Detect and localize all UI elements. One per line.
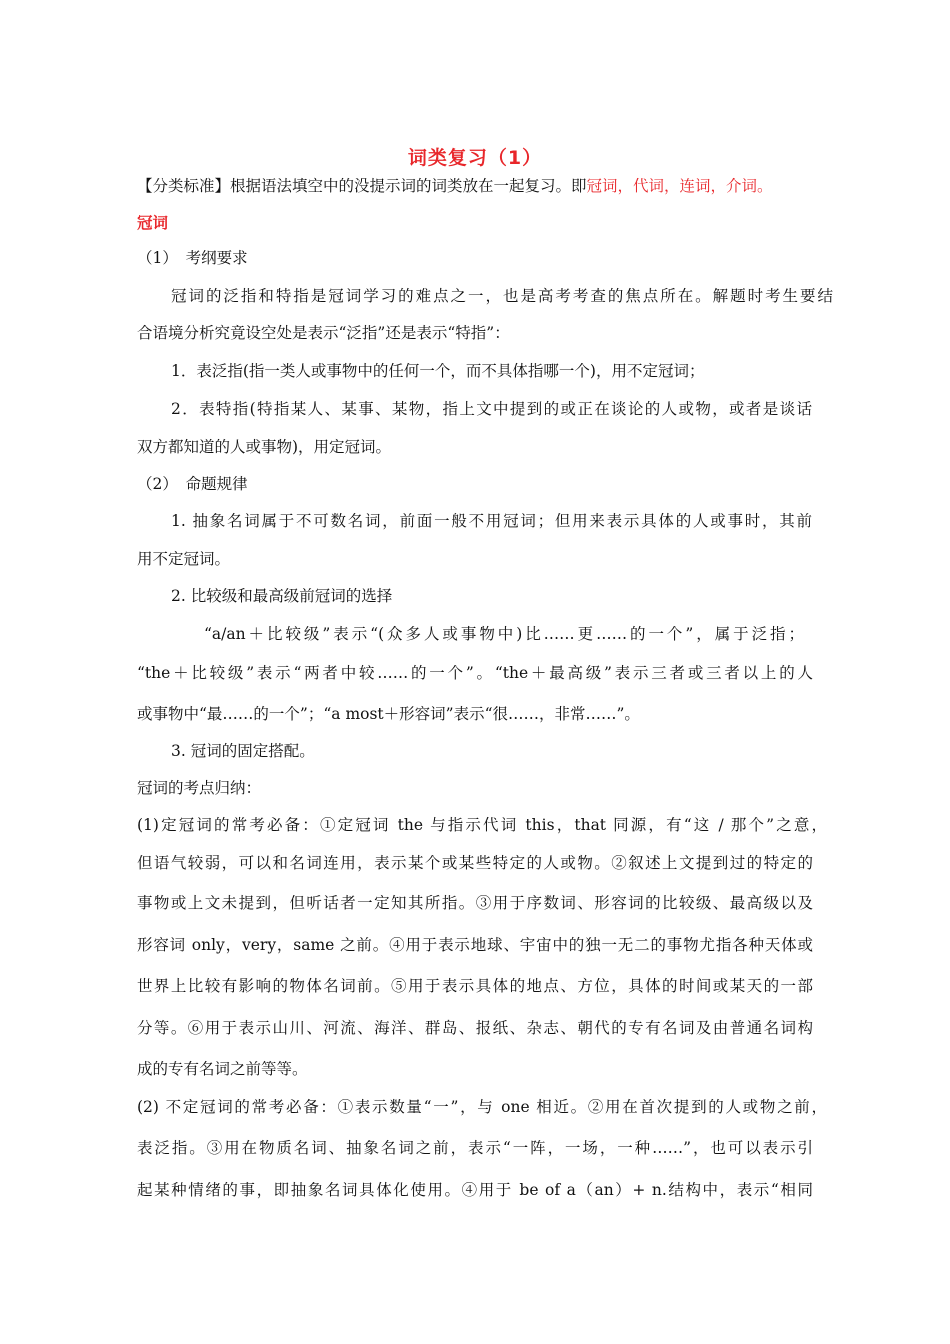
body-line: (1)定冠词的常考必备：①定冠词 the 与指示代词 this，that 同源，有“这 / 那个”之意， [137, 816, 827, 834]
body-line: 冠词的泛指和特指是冠词学习的难点之一，也是高考考查的焦点所在。解题时考生要结 [171, 287, 833, 305]
body-line: 1．表泛指(指一类人或事物中的任何一个，而不具体指哪一个)，用不定冠词； [171, 362, 705, 380]
body-line: 成的专有名词之前等等。 [137, 1060, 308, 1078]
page-title: 词类复习（1） [407, 147, 543, 169]
body-line: (2) 不定冠词的常考必备：①表示数量“一”，与 one 相近。②用在首次提到的人或物之前， [137, 1098, 827, 1116]
body-line: 合语境分析究竟设空处是表示“泛指”还是表示“特指”： [137, 324, 510, 342]
body-line: “a/an＋比较级”表示“(众多人或事物中)比……更……的一个”，属于泛指； [204, 625, 804, 643]
body-line: （1） 考纲要求 [137, 249, 248, 267]
body-line: 但语气较弱，可以和名词连用，表示某个或某些特定的人或物。②叙述上文提到过的特定的 [137, 854, 813, 872]
body-line: 形容词 only，very，same 之前。④用于表示地球、宇宙中的独一无二的事物尤指各种天体或 [137, 936, 813, 954]
section-heading: 冠词 [137, 214, 169, 232]
intro-line [137, 175, 827, 197]
body-line: 3. 冠词的固定搭配。 [171, 742, 315, 760]
body-line: “the＋比较级”表示“两者中较……的一个”。“the＋最高级”表示三者或三者以上的人 [137, 664, 813, 682]
body-line: （2） 命题规律 [137, 475, 248, 493]
body-line: 表泛指。③用在物质名词、抽象名词之前，表示“一阵，一场，一种……”，也可以表示引 [137, 1139, 813, 1157]
body-line: 2．表特指(特指某人、某事、某物，指上文中提到的或正在谈论的人或物，或者是谈话 [171, 400, 812, 418]
intro-text: 【分类标准】根据语法填空中的没提示词的词类放在一起复习。即 [137, 177, 587, 195]
body-line: 世界上比较有影响的物体名词前。⑤用于表示具体的地点、方位，具体的时间或某天的一部 [137, 977, 813, 995]
body-line: 或事物中“最……的一个”；“a most＋形容词”表示“很……，非常……”。 [137, 705, 640, 723]
body-line: 1. 抽象名词属于不可数名词，前面一般不用冠词；但用来表示具体的人或事时，其前 [171, 512, 812, 530]
intro-highlight: 冠词，代词，连词，介词。 [586, 177, 773, 195]
body-line: 双方都知道的人或事物)，用定冠词。 [137, 438, 392, 456]
body-line: 2. 比较级和最高级前冠词的选择 [171, 587, 393, 605]
body-line: 分等。⑥用于表示山川、河流、海洋、群岛、报纸、杂志、朝代的专有名词及由普通名词构 [137, 1019, 813, 1037]
body-line: 事物或上文未提到，但听话者一定知其所指。③用于序数词、形容词的比较级、最高级以及 [137, 894, 813, 912]
body-line: 起某种情绪的事，即抽象名词具体化使用。④用于 be of a（an）+ n.结构中，表示“相同 [137, 1181, 813, 1199]
body-line: 冠词的考点归纳： [137, 779, 262, 797]
body-line: 用不定冠词。 [137, 550, 231, 568]
